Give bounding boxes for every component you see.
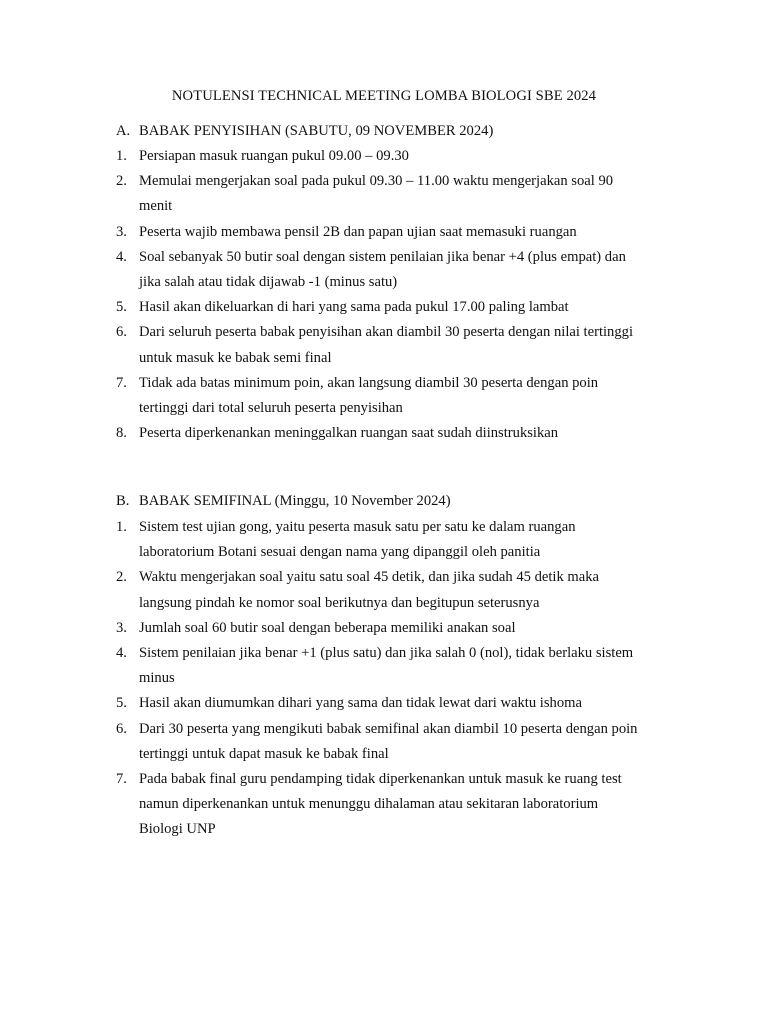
section-letter: A. xyxy=(116,123,131,139)
list-item xyxy=(116,421,676,446)
list-item-text-line: Peserta diperkenankan meninggalkan ruangan saat sudah diinstruksikan xyxy=(139,425,559,442)
section-a-heading xyxy=(116,121,676,141)
list-item xyxy=(116,691,676,716)
list-item-text-line: langsung pindah ke nomor soal berikutnya dan begitupun seterusnya xyxy=(139,594,540,611)
list-item-text-line: Dari seluruh peserta babak penyisihan akan diambil 30 peserta dengan nilai tertinggi xyxy=(139,324,633,341)
list-item-number: 4. xyxy=(116,645,127,662)
list-item xyxy=(116,565,676,615)
list-item xyxy=(116,767,676,843)
section-heading-text: BABAK SEMIFINAL (Minggu, 10 November 2024) xyxy=(139,493,451,509)
section-b-list xyxy=(116,515,676,843)
list-item-text-line: Soal sebanyak 50 butir soal dengan sistem penilaian jika benar +4 (plus empat) dan xyxy=(139,248,626,265)
list-item-text-line: Pada babak final guru pendamping tidak diperkenankan untuk masuk ke ruang test xyxy=(139,771,622,788)
list-item-number: 1. xyxy=(116,519,127,535)
list-item-text-line: untuk masuk ke babak semi final xyxy=(139,349,332,366)
list-item-text-line: Waktu mengerjakan soal yaitu satu soal 45 detik, dan jika sudah 45 detik maka xyxy=(139,569,600,586)
list-item-text-line: jika salah atau tidak dijawab -1 (minus satu) xyxy=(139,274,398,291)
list-item-number: 3. xyxy=(116,619,127,636)
list-item-text-line: Sistem test ujian gong, yaitu peserta masuk satu per satu ke dalam ruangan xyxy=(139,519,576,535)
section-a-list xyxy=(116,144,676,446)
list-item-number: 2. xyxy=(116,569,127,586)
list-item-number: 5. xyxy=(116,299,127,316)
list-item xyxy=(116,717,676,767)
list-item xyxy=(116,144,676,169)
list-item-text-line: Memulai mengerjakan soal pada pukul 09.30 – 11.00 waktu mengerjakan soal 90 xyxy=(139,173,614,190)
section-b-heading xyxy=(116,491,676,511)
section-letter: B. xyxy=(116,493,130,509)
list-item xyxy=(116,641,676,691)
list-item-number: 5. xyxy=(116,695,127,712)
list-item xyxy=(116,616,676,641)
section-heading-text: BABAK PENYISIHAN (SABUTU, 09 NOVEMBER 2024) xyxy=(139,123,494,139)
list-item-text-line: tertinggi untuk dapat masuk ke babak final xyxy=(139,745,389,762)
list-item-text-line: Hasil akan dikeluarkan di hari yang sama pada pukul 17.00 paling lambat xyxy=(139,299,569,316)
list-item-text-line: minus xyxy=(139,670,175,687)
list-item-number: 7. xyxy=(116,771,127,788)
list-item-number: 6. xyxy=(116,324,127,341)
list-item xyxy=(116,320,676,370)
list-item xyxy=(116,515,676,565)
list-item-number: 8. xyxy=(116,425,127,442)
list-item xyxy=(116,220,676,245)
list-item-text-line: namun diperkenankan untuk menunggu dihalaman atau sekitaran laboratorium xyxy=(139,796,599,813)
list-item xyxy=(116,295,676,320)
list-item-number: 4. xyxy=(116,248,127,265)
list-item-text-line: Sistem penilaian jika benar +1 (plus satu) dan jika salah 0 (nol), tidak berlaku sistem xyxy=(139,645,634,662)
list-item-number: 7. xyxy=(116,374,127,391)
list-item-number: 3. xyxy=(116,223,127,240)
list-item-text-line: Tidak ada batas minimum poin, akan langsung diambil 30 peserta dengan poin xyxy=(139,374,599,391)
list-item-text-line: Persiapan masuk ruangan pukul 09.00 – 09.30 xyxy=(139,148,409,164)
list-item-text-line: Peserta wajib membawa pensil 2B dan papan ujian saat memasuki ruangan xyxy=(139,223,577,240)
list-item-text-line: tertinggi dari total seluruh peserta penyisihan xyxy=(139,400,403,417)
document-title: NOTULENSI TECHNICAL MEETING LOMBA BIOLOGI SBE 2024 xyxy=(171,88,597,104)
list-item-text-line: menit xyxy=(139,198,173,215)
list-item xyxy=(116,371,676,421)
list-item-number: 2. xyxy=(116,173,127,190)
list-item-number: 6. xyxy=(116,720,127,737)
list-item-text-line: Biologi UNP xyxy=(139,821,216,838)
list-item-text-line: Jumlah soal 60 butir soal dengan beberapa memiliki anakan soal xyxy=(139,619,516,636)
list-item-text-line: Dari 30 peserta yang mengikuti babak semifinal akan diambil 10 peserta dengan poin xyxy=(139,720,638,737)
list-item-number: 1. xyxy=(116,148,127,164)
list-item-text-line: laboratorium Botani sesuai dengan nama yang dipanggil oleh panitia xyxy=(139,544,541,561)
list-item xyxy=(116,169,676,219)
list-item xyxy=(116,245,676,295)
list-item-text-line: Hasil akan diumumkan dihari yang sama dan tidak lewat dari waktu ishoma xyxy=(139,695,582,712)
